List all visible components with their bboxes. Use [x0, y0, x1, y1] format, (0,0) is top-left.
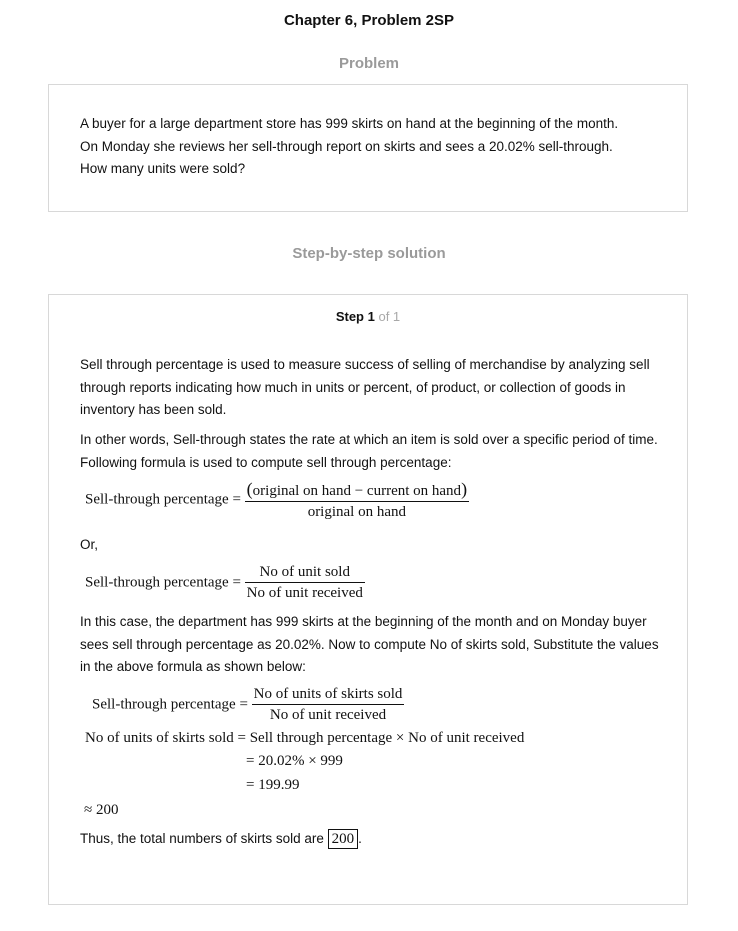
formula-numerator: [245, 479, 469, 502]
calc-line-3: = 199.99: [246, 777, 300, 793]
formula-numerator: No of unit sold: [245, 564, 365, 583]
problem-text: [80, 113, 670, 181]
solution-paragraph-2: In other words, Sell-through states the rate at which an item is sold over a specific period of time. Following formula is used to compute sell through percentage:: [80, 432, 658, 470]
problem-heading: Problem: [338, 55, 399, 72]
problem-line: How many units were sold?: [80, 161, 246, 176]
or-text: Or,: [80, 537, 99, 552]
numerator-text: original on hand − current on hand: [252, 483, 462, 499]
calc-line-4: ≈ 200: [84, 802, 119, 818]
formula-sell-through-2: [85, 564, 365, 602]
formula-lhs: Sell-through percentage =: [92, 696, 248, 713]
problem-line: A buyer for a large department store has 999 skirts on hand at the beginning of the month.: [80, 116, 619, 131]
formula-lhs: Sell-through percentage =: [85, 491, 241, 508]
formula-denominator: original on hand: [307, 504, 407, 520]
formula-numerator: No of units of skirts sold: [252, 686, 405, 705]
formula-fraction: [245, 564, 365, 602]
problem-box: [48, 84, 688, 212]
solution-paragraph-1: Sell through percentage is used to measure success of selling of merchandise by analyzing sell through reports indicating how much in units or percent, of product, or collection of goods in inventory has been sold.: [80, 357, 650, 417]
calc-line-1: No of units of skirts sold = Sell through percentage × No of unit received: [85, 730, 525, 746]
close-paren: ): [461, 479, 468, 499]
solution-heading: Step-by-step solution: [292, 245, 446, 262]
conclusion-period: .: [358, 831, 362, 846]
conclusion-text: Thus, the total numbers of skirts sold are: [80, 831, 324, 846]
formula-denominator: No of unit received: [269, 707, 387, 723]
step-heading: [49, 309, 687, 324]
solution-box: [48, 294, 688, 905]
calc-line-2: = 20.02% × 999: [246, 753, 343, 769]
problem-line: On Monday she reviews her sell-through report on skirts and sees a 20.02% sell-through.: [80, 138, 613, 154]
formula-lhs: Sell-through percentage =: [85, 574, 241, 591]
step-of-label: of 1: [378, 309, 401, 324]
open-paren: (: [246, 479, 253, 499]
step-label: Step 1: [335, 309, 375, 324]
page-title: Chapter 6, Problem 2SP: [283, 12, 455, 29]
answer-box: 200: [328, 829, 359, 849]
formula-sell-through-3: [92, 686, 404, 724]
solution-paragraph-3: In this case, the department has 999 skirts at the beginning of the month and on Monday buyer sees sell through percentage as 20.02%. Now to compute No of skirts sold, Substitute the values in the above formula as shown below:: [80, 614, 659, 674]
formula-fraction: [245, 479, 469, 521]
formula-fraction: [252, 686, 405, 724]
conclusion: [80, 828, 670, 851]
formula-sell-through-1: [85, 479, 469, 521]
formula-denominator: No of unit received: [246, 585, 363, 601]
